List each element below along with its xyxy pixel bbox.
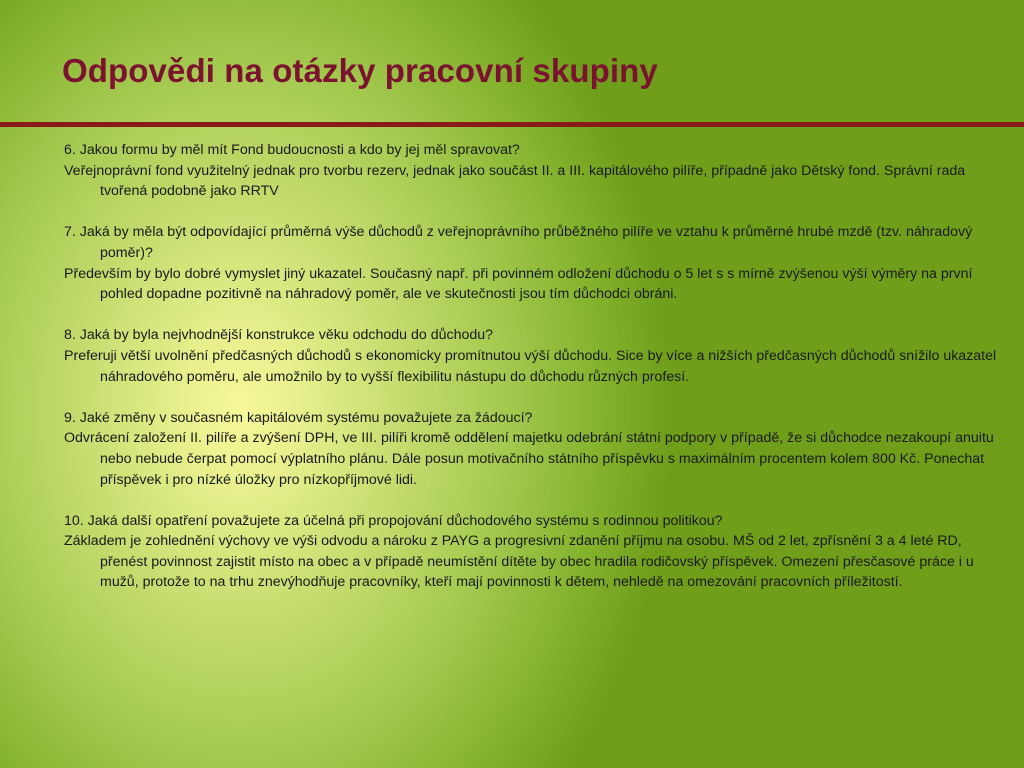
- qa-content: [64, 140, 1009, 614]
- question-7: 7. Jaká by měla být odpovídající průměrná výše důchodů z veřejnoprávního průběžného pilíře ve vztahu k průměrné hrubé mzdě (tzv. náhradový poměr)?: [64, 224, 973, 261]
- answer-7: Především by bylo dobré vymyslet jiný ukazatel. Současný např. při povinném odložení důchodu o 5 let s s mírně zvýšenou výší výměry na první pohled dopadne pozitivně na náhradový poměr, ale ve skutečnosti jsou tím důchodci obráni.: [64, 265, 973, 303]
- qa-item-6: [64, 140, 1009, 202]
- qa-item-8: [64, 325, 1009, 387]
- slide-title: Odpovědi na otázky pracovní skupiny: [62, 52, 658, 89]
- answer-6: Veřejnoprávní fond využitelný jednak pro tvorbu rezerv, jednak jako součást II. a III. kapitálového pilíře, případně jako Dětský fond. Správní rada tvořená podobně jako RRTV: [64, 162, 966, 200]
- qa-item-9: [64, 408, 1009, 490]
- qa-item-10: [64, 511, 1009, 593]
- title-divider: [0, 122, 1024, 127]
- question-6: 6. Jakou formu by měl mít Fond budoucnosti a kdo by jej měl spravovat?: [64, 142, 520, 158]
- question-9: 9. Jaké změny v současném kapitálovém systému považujete za žádoucí?: [64, 409, 533, 426]
- question-8: 8. Jaká by byla nejvhodnější konstrukce věku odchodu do důchodu?: [64, 327, 494, 344]
- answer-9: Odvrácení založení II. pilíře a zvýšení DPH, ve III. pilíři kromě oddělení majetku odebrání státní podpory v případě, že si důchodce nezakoupí anuitu nebo nebude čerpat pomocí výplatního plánu. Dále posun motivačního státního příspěvku s maximálním procentem kolem 800 Kč. Ponechat příspěvek i pro nízké úložky pro nízkopříjmové lidi.: [64, 430, 994, 488]
- answer-10: Základem je zohlednění výchovy ve výši odvodu a nároku z PAYG a progresivní zdanění příjmu na osobu. MŠ od 2 let, zpřísnění 3 a 4 leté RD, přenést povinnost zajistit místo na obec a v případě neumístění dítěte by obec hradila rodičovský příspěvek. Omezení přesčasové práce i u mužů, protože to na trhu znevýhodňuje pracovníky, kteří mají povinnosti k dětem, nehledě na omezování pracovních příležitostí.: [64, 533, 974, 591]
- answer-8: Preferuji větší uvolnění předčasných důchodů s ekonomicky promítnutou výší důchodu. Sice by více a nižších předčasných důchodů snížilo ukazatel náhradového poměru, ale umožnilo by to vyšší flexibilitu nástupu do důchodu různých profesí.: [64, 347, 997, 385]
- qa-item-7: [64, 222, 1009, 304]
- question-10: 10. Jaká další opatření považujete za účelná při propojování důchodového systému s rodinnou politikou?: [64, 512, 723, 529]
